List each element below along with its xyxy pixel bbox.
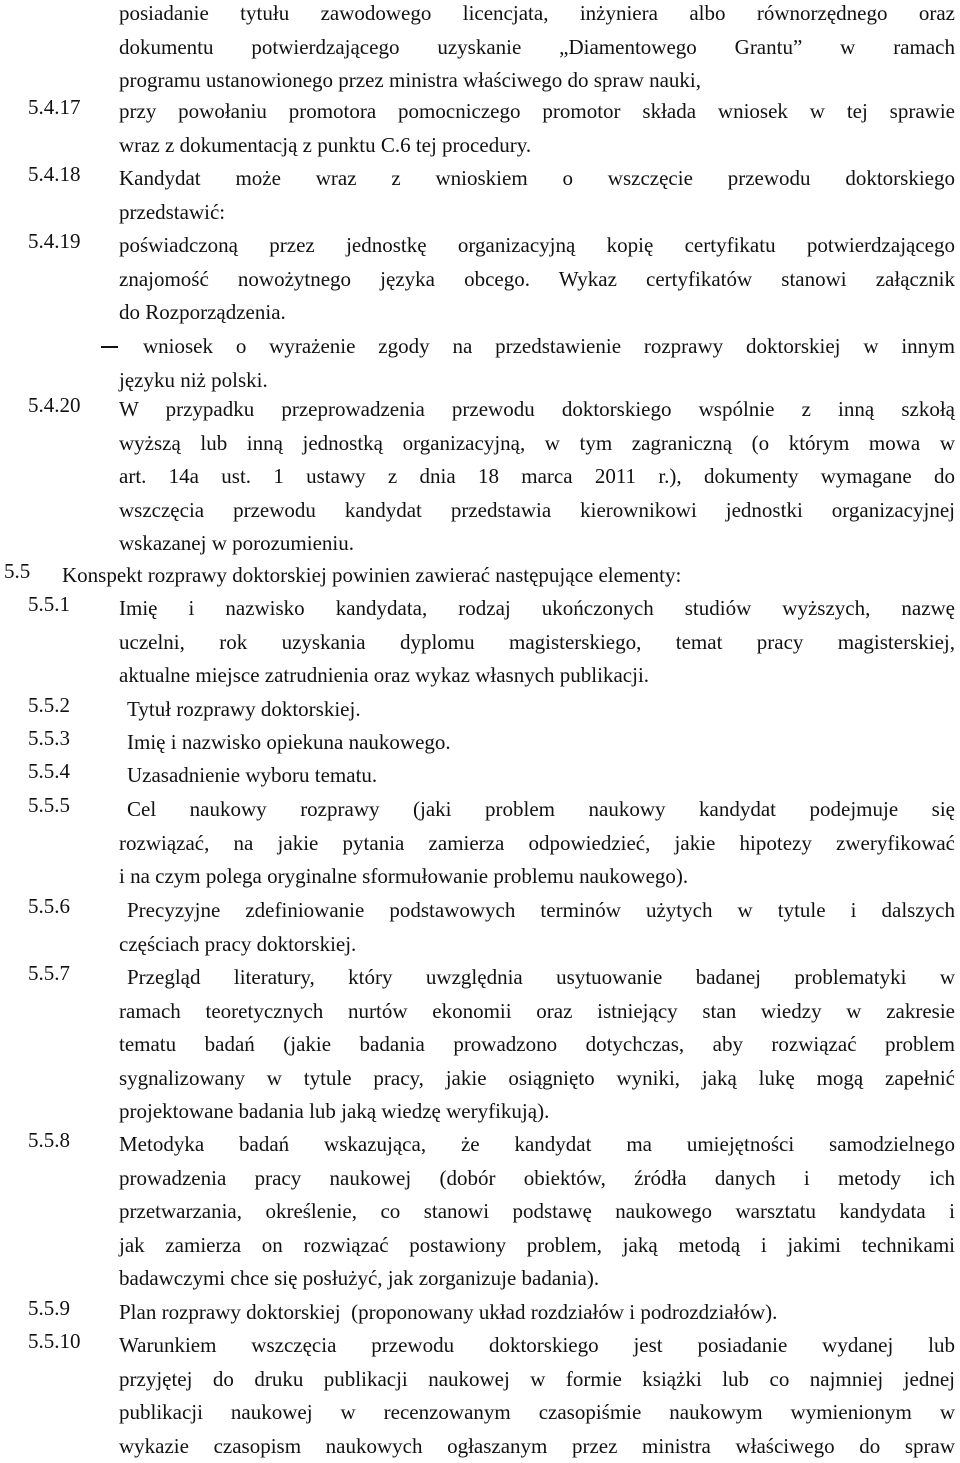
text-line: Przegląd literatury, który uwzględnia usytuowanie badanej problematyki w: [127, 961, 955, 995]
text-line: przedstawić:: [119, 196, 955, 230]
text-line: częściach pracy doktorskiej.: [119, 928, 955, 962]
text-line: Metodyka badań wskazująca, że kandydat ma umiejętności samodzielnego: [119, 1128, 955, 1162]
text-line: Konspekt rozprawy doktorskiej powinien zawierać następujące elementy:: [62, 559, 955, 593]
text-line: i na czym polega oryginalne sformułowanie problemu naukowego).: [119, 860, 955, 894]
item-number: 5.5.7: [28, 961, 70, 986]
text-line: Imię i nazwisko kandydata, rodzaj ukończonych studiów wyższych, nazwę: [119, 592, 955, 626]
text-line: Cel naukowy rozprawy (jaki problem naukowy kandydat podejmuje się: [127, 793, 955, 827]
item-number: 5.4.18: [28, 162, 81, 187]
text-line: sygnalizowany w tytule pracy, jakie osiągnięto wyniki, jaką lukę mogą zapełnić: [119, 1062, 955, 1096]
text-line: wraz z dokumentacją z punktu C.6 tej procedury.: [119, 129, 955, 163]
text-line: aktualne miejsce zatrudnienia oraz wykaz własnych publikacji.: [119, 659, 955, 693]
text-line: do Rozporządzenia.: [119, 296, 955, 330]
item-number: 5.5.8: [28, 1128, 70, 1153]
text-line: wskazanej w porozumieniu.: [119, 527, 955, 561]
item-number: 5.4.17: [28, 95, 81, 120]
text-line: Imię i nazwisko opiekuna naukowego.: [127, 726, 955, 760]
text-line: Tytuł rozprawy doktorskiej.: [127, 693, 955, 727]
text-line: Warunkiem wszczęcia przewodu doktorskiego jest posiadanie wydanej lub: [119, 1329, 955, 1363]
text-line: art. 14a ust. 1 ustawy z dnia 18 marca 2011 r.), dokumenty wymagane do: [119, 460, 955, 494]
item-number: 5.5.3: [28, 726, 70, 751]
dash-bullet-icon: [101, 346, 118, 348]
text-line: znajomość nowożytnego języka obcego. Wykaz certyfikatów stanowi załącznik: [119, 263, 955, 297]
text-line: dokumentu potwierdzającego uzyskanie „Diamentowego Grantu” w ramach: [119, 31, 955, 65]
text-line: Kandydat może wraz z wnioskiem o wszczęcie przewodu doktorskiego: [119, 162, 955, 196]
text-line: przyjętej do druku publikacji naukowej w formie książki lub co najmniej jednej: [119, 1363, 955, 1397]
item-number: 5.5.4: [28, 759, 70, 784]
item-number: 5.5.9: [28, 1296, 70, 1321]
text-line: przetwarzania, określenie, co stanowi podstawę naukowego warsztatu kandydata i: [119, 1195, 955, 1229]
item-number: 5.5.5: [28, 793, 70, 818]
text-line: ramach teoretycznych nurtów ekonomii oraz istniejący stan wiedzy w zakresie: [119, 995, 955, 1029]
text-line: wniosek o wyrażenie zgody na przedstawienie rozprawy doktorskiej w innym: [143, 330, 955, 364]
text-line: prowadzenia pracy naukowej (dobór obiektów, źródła danych i metody ich: [119, 1162, 955, 1196]
text-line: programu ustanowionego przez ministra właściwego do spraw nauki,: [119, 64, 955, 98]
text-line: tematu badań (jakie badania prowadzono dotychczas, aby rozwiązać problem: [119, 1028, 955, 1062]
item-number: 5.4.20: [28, 393, 81, 418]
text-line: Uzasadnienie wyboru tematu.: [127, 759, 955, 793]
text-line: wyższą lub inną jednostką organizacyjną, w tym zagraniczną (o którym mowa w: [119, 427, 955, 461]
text-line: uczelni, rok uzyskania dyplomu magisterskiego, temat pracy magisterskiej,: [119, 626, 955, 660]
text-line: posiadanie tytułu zawodowego licencjata, inżyniera albo równorzędnego oraz: [119, 0, 955, 31]
item-number: 5.4.19: [28, 229, 81, 254]
text-line: jak zamierza on rozwiązać postawiony problem, jaką metodą i jakimi technikami: [119, 1229, 955, 1263]
text-line: W przypadku przeprowadzenia przewodu doktorskiego wspólnie z inną szkołą: [119, 393, 955, 427]
text-line: rozwiązać, na jakie pytania zamierza odpowiedzieć, jakie hipotezy zweryfikować: [119, 827, 955, 861]
text-line: wszczęcia przewodu kandydat przedstawia kierownikowi jednostki organizacyjnej: [119, 494, 955, 528]
item-number: 5.5.1: [28, 592, 70, 617]
text-line: języku niż polski.: [119, 364, 955, 398]
text-line: wykazie czasopism naukowych ogłaszanym przez ministra właściwego do spraw: [119, 1430, 955, 1463]
text-line: poświadczoną przez jednostkę organizacyjną kopię certyfikatu potwierdzającego: [119, 229, 955, 263]
item-number: 5.5: [4, 559, 30, 584]
text-line: publikacji naukowej w recenzowanym czasopiśmie naukowym wymienionym w: [119, 1396, 955, 1430]
text-line: badawczymi chce się posłużyć, jak zorganizuje badania).: [119, 1262, 955, 1296]
text-line: Plan rozprawy doktorskiej (proponowany układ rozdziałów i podrozdziałów).: [119, 1296, 955, 1330]
item-number: 5.5.10: [28, 1329, 81, 1354]
text-line: przy powołaniu promotora pomocniczego promotor składa wniosek w tej sprawie: [119, 95, 955, 129]
text-line: Precyzyjne zdefiniowanie podstawowych terminów użytych w tytule i dalszych: [127, 894, 955, 928]
text-line: projektowane badania lub jaką wiedzę weryfikują).: [119, 1095, 955, 1129]
item-number: 5.5.2: [28, 693, 70, 718]
item-number: 5.5.6: [28, 894, 70, 919]
